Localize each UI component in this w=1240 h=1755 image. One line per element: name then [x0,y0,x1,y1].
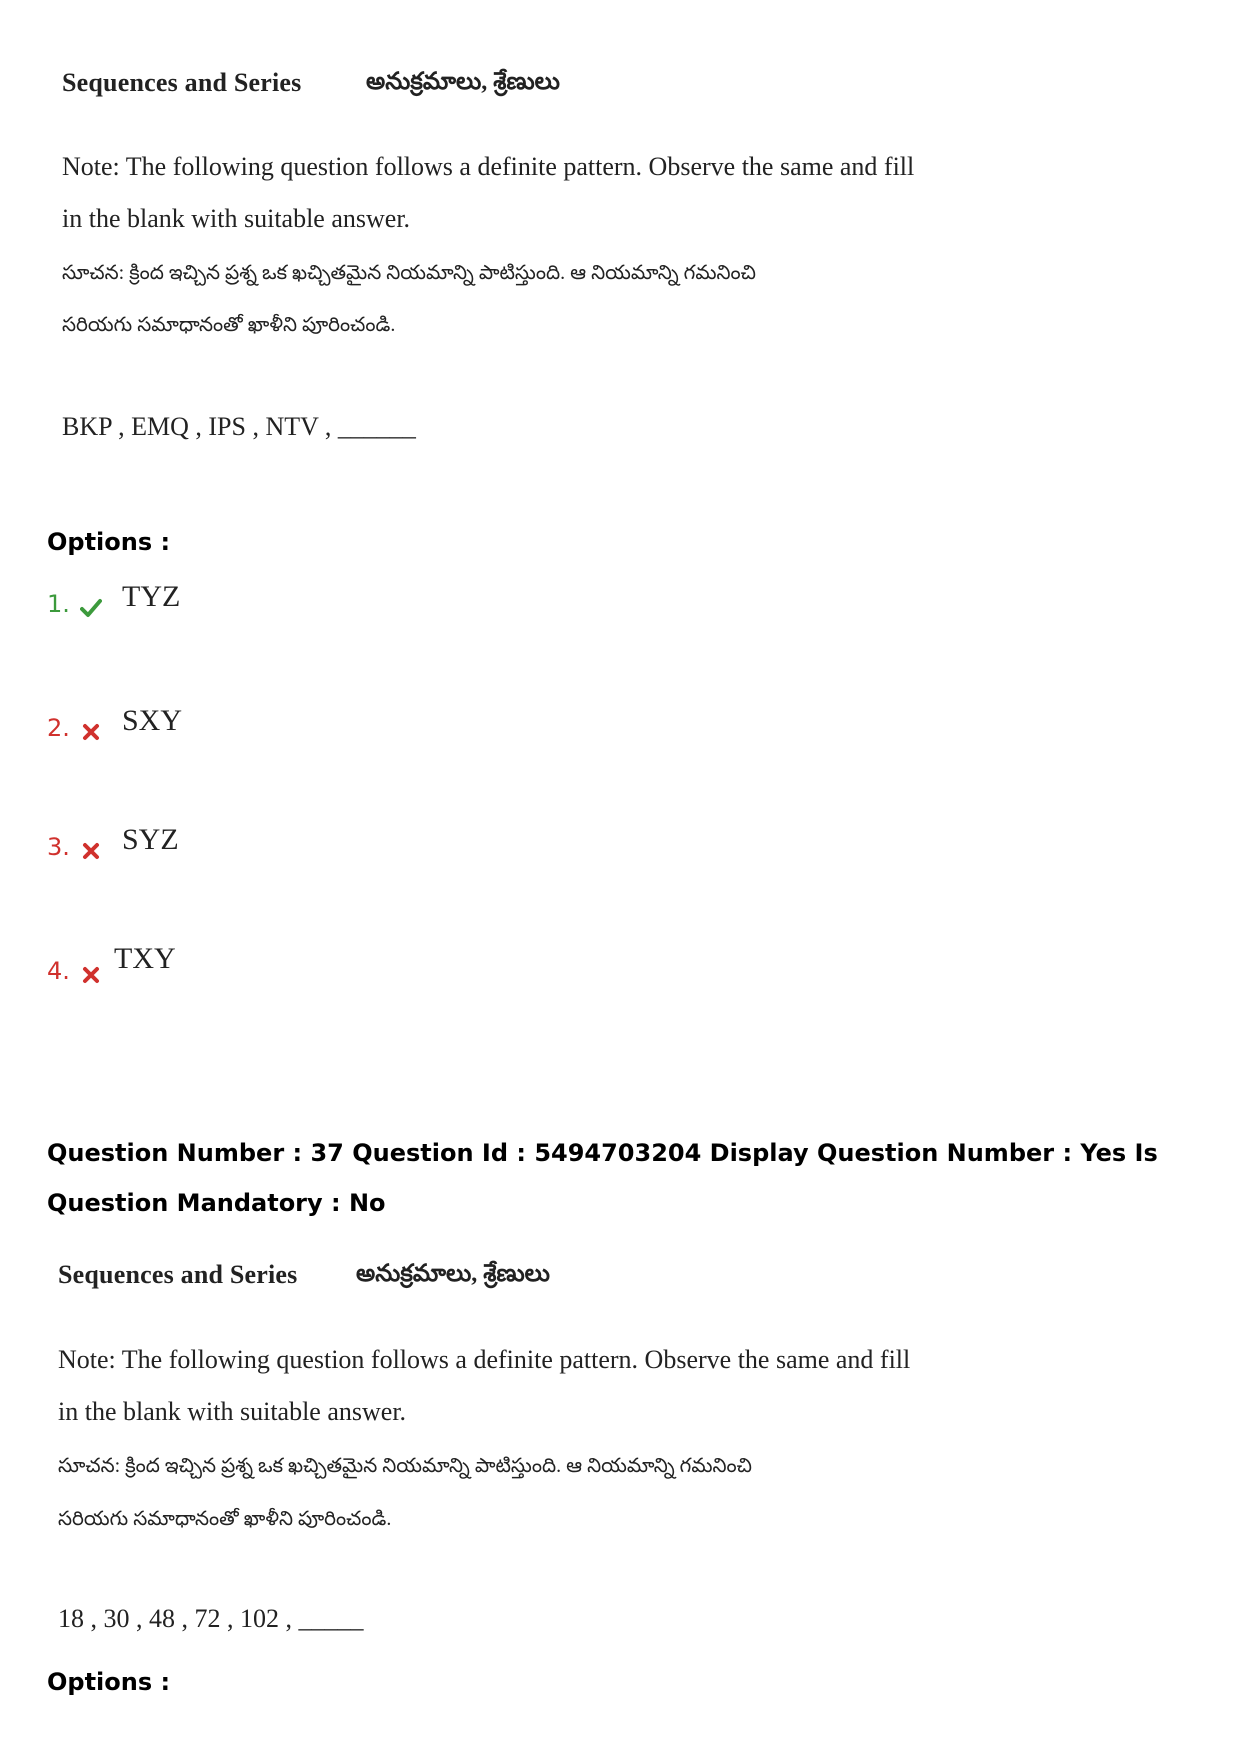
note-line-2: in the blank with suitable answer. [62,204,411,233]
note-telugu-line-1: సూచన: క్రింద ఇచ్చిన ప్రశ్న ఒక ఖచ్చితమైన నియమాన్ని పాటిస్తుంది. ఆ నియమాన్ని గమనించి [62,262,756,284]
option-4[interactable] [47,957,102,986]
note-telugu-line-2: సరియగు సమాధానంతో ఖాళీని పూరించండి. [58,1508,392,1530]
note-line-1: Note: The following question follows a definite pattern. Observe the same and fill [58,1345,911,1374]
topic-telugu: అనుక్రమాలు, శ్రేణులు [366,69,560,95]
option-4-number: 4. [47,957,70,985]
option-4-text: TXY [114,942,176,975]
cross-icon [80,840,102,862]
topic-english: Sequences and Series [58,1260,298,1289]
sequence-text: 18 , 30 , 48 , 72 , 102 , _____ [58,1604,364,1633]
question-2-meta: Question Number : 37 Question Id : 5494703204 Display Question Number : Yes Is Question Mandatory : No [47,1139,1158,1217]
cross-icon [80,721,102,743]
option-3-number: 3. [47,833,70,861]
note-line-2: in the blank with suitable answer. [58,1397,407,1426]
options-label: Options : [47,528,171,556]
option-1-number: 1. [47,590,70,618]
option-3-text: SYZ [122,823,179,856]
cross-icon [80,964,102,986]
option-2[interactable] [47,714,102,743]
note-telugu-line-1: సూచన: క్రింద ఇచ్చిన ప్రశ్న ఒక ఖచ్చితమైన నియమాన్ని పాటిస్తుంది. ఆ నియమాన్ని గమనించి [58,1455,752,1477]
sequence-text: BKP , EMQ , IPS , NTV , ______ [62,412,416,441]
option-1[interactable] [47,590,102,619]
note-line-1: Note: The following question follows a definite pattern. Observe the same and fill [62,152,915,181]
option-2-number: 2. [47,714,70,742]
check-icon [80,597,102,619]
option-3[interactable] [47,833,102,862]
note-telugu-line-2: సరియగు సమాధానంతో ఖాళీని పూరించండి. [62,314,396,336]
option-1-text: TYZ [122,580,181,613]
option-2-text: SXY [122,704,183,737]
topic-telugu: అనుక్రమాలు, శ్రేణులు [356,1261,550,1287]
topic-english: Sequences and Series [62,68,302,97]
options-label: Options : [47,1668,171,1696]
